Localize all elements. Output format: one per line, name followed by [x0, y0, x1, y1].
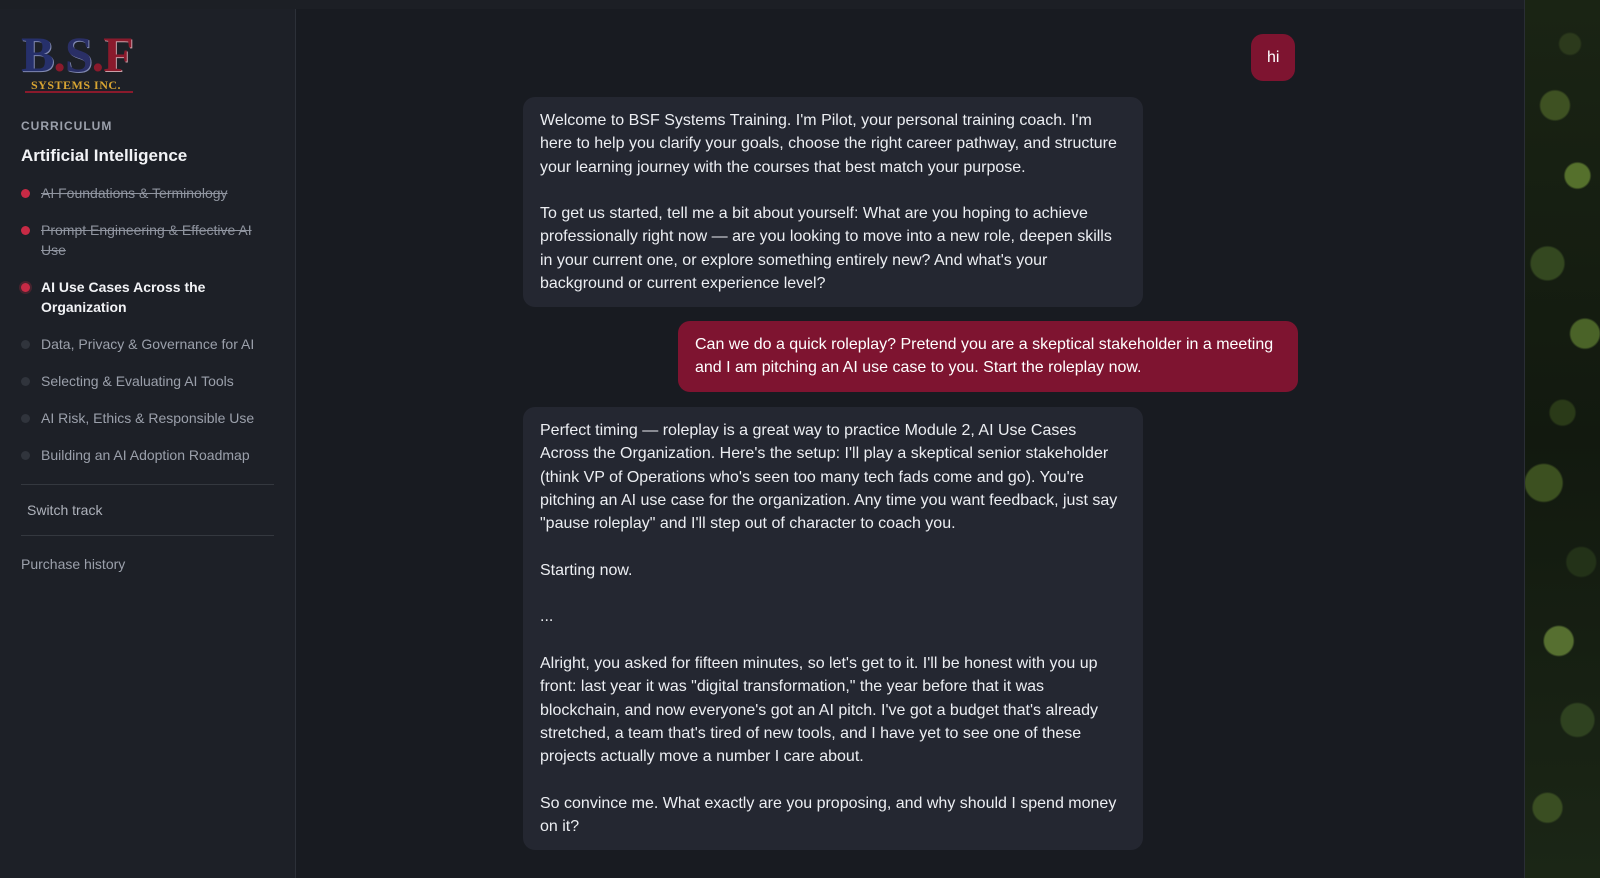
logo-wordmark: B.S.F — [21, 26, 133, 82]
company-logo — [21, 26, 139, 97]
module-item[interactable] — [21, 334, 274, 354]
module-label: Building an AI Adoption Roadmap — [41, 447, 250, 463]
module-label: Data, Privacy & Governance for AI — [41, 336, 255, 352]
top-strip — [0, 0, 1524, 9]
status-dot-icon — [21, 377, 30, 386]
status-dot-icon — [21, 414, 30, 423]
user-message: Can we do a quick roleplay? Pretend you are a skeptical stakeholder in a meeting and I am pitching an AI use case to you. Start the roleplay now. — [678, 321, 1298, 392]
status-dot-icon — [21, 451, 30, 460]
logo-subtitle: SYSTEMS INC. — [31, 78, 122, 92]
module-item[interactable] — [21, 277, 274, 317]
section-label: CURRICULUM — [21, 119, 113, 133]
module-item[interactable] — [21, 183, 274, 203]
module-item[interactable] — [21, 220, 274, 260]
status-dot-icon — [21, 283, 30, 292]
background-forest-image — [1524, 0, 1600, 878]
curriculum-title: Artificial Intelligence — [21, 146, 188, 165]
module-label: AI Foundations & Terminology — [41, 185, 228, 201]
module-label: AI Use Cases Across the Organization — [41, 279, 206, 315]
module-item[interactable] — [21, 445, 274, 465]
module-item[interactable] — [21, 408, 274, 428]
module-list — [21, 183, 274, 465]
chat-thread — [297, 9, 1524, 878]
sidebar — [0, 9, 296, 878]
assistant-message: Welcome to BSF Systems Training. I'm Pilot, your personal training coach. I'm here to help you clarify your goals, choose the right career pathway, and structure your learning journey with the courses that best match your purpose. To get us started, tell me a bit about yourself: What are you hoping to achieve professionally right now — are you looking to move into a new role, deepen skills in your current one, or explore something entirely new? And what's your background or current experience level? — [523, 97, 1143, 307]
assistant-message: Perfect timing — roleplay is a great way to practice Module 2, AI Use Cases Across the Organization. Here's the setup: I'll play a skeptical senior stakeholder (think VP of Operations who's seen too many tech fads come and go). You're pitching an AI use case for the organization. Any time you want feedback, just say "pause roleplay" and I'll step out of character to coach you. Starting now. ... Alright, you asked for fifteen minutes, so let's get to it. I'll be honest with you up front: last year it was "digital transformation," the year before that it was blockchain, and now everyone's got an AI pitch. I've got a budget that's already stretched, a team that's tired of new tools, and I have yet to see one of these projects actually move a number I care about. So convince me. What exactly are you proposing, and why should I spend money on it? — [523, 407, 1143, 850]
status-dot-icon — [21, 189, 30, 198]
module-label: Prompt Engineering & Effective AI Use — [41, 222, 252, 258]
module-item[interactable] — [21, 371, 274, 391]
status-dot-icon — [21, 226, 30, 235]
purchase-history-link[interactable]: Purchase history — [21, 556, 126, 572]
status-dot-icon — [21, 340, 30, 349]
user-message: hi — [1251, 34, 1295, 81]
module-label: AI Risk, Ethics & Responsible Use — [41, 410, 255, 426]
switch-track-button[interactable]: Switch track — [27, 502, 103, 518]
module-label: Selecting & Evaluating AI Tools — [41, 373, 234, 389]
